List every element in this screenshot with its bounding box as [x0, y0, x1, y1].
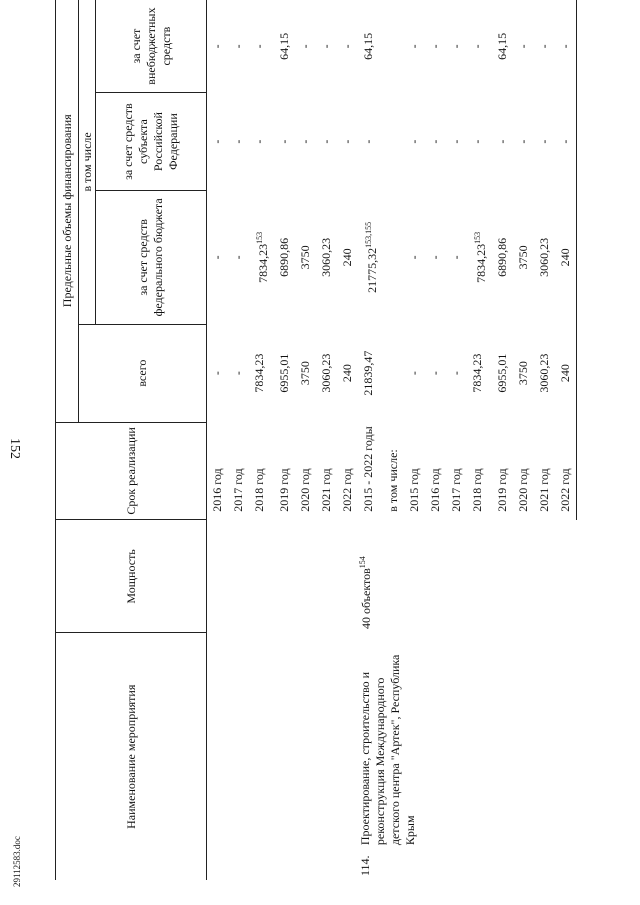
empty-cell — [337, 633, 358, 849]
regional-cell — [425, 93, 446, 191]
empty-cell — [207, 849, 229, 880]
term-cell-value: 2017 год — [449, 468, 463, 512]
federal-cell — [228, 190, 249, 324]
federal-cell-value: - — [407, 255, 421, 260]
federal-cell — [446, 190, 467, 324]
total-cell — [492, 324, 513, 422]
federal-cell — [207, 190, 229, 324]
header-capacity: Мощность — [56, 520, 207, 633]
item-summary-row — [358, 0, 383, 880]
federal-cell-value: 7834,23 — [256, 243, 270, 283]
empty-cell — [207, 520, 229, 633]
federal-cell — [492, 190, 513, 324]
extra-cell — [228, 0, 249, 93]
extra-cell-value: - — [516, 44, 530, 49]
item-name-value: Проектирование, строительство и реконструкция Международного детского центра "Артек", Республика Крым — [358, 654, 417, 846]
empty-cell — [207, 633, 229, 849]
empty-cell — [274, 849, 295, 880]
term-cell — [534, 422, 555, 520]
federal-cell-value: 21775,32 — [365, 247, 379, 293]
total-cell-value: 3060,23 — [537, 353, 551, 393]
empty-cell — [228, 849, 249, 880]
extra-cell — [274, 0, 295, 93]
table-row — [295, 0, 316, 880]
table-row — [274, 0, 295, 880]
including-label — [383, 422, 404, 520]
federal-cell-value: - — [428, 255, 442, 260]
term-cell-value: 2017 год — [231, 468, 245, 512]
extra-cell-value: - — [298, 44, 312, 49]
footnote-ref: 153,155 — [364, 221, 373, 248]
federal-cell — [425, 190, 446, 324]
federal-cell — [358, 190, 383, 324]
federal-cell-value: 240 — [340, 248, 354, 267]
federal-cell-value: 3060,23 — [537, 237, 551, 277]
total-cell — [295, 324, 316, 422]
total-cell — [316, 324, 337, 422]
extra-cell — [555, 0, 577, 93]
term-cell — [425, 422, 446, 520]
term-cell — [555, 422, 577, 520]
extra-cell-value: 64,15 — [495, 32, 509, 60]
total-cell-value: 6955,01 — [277, 353, 291, 393]
total-cell-value: - — [428, 371, 442, 376]
total-cell-value: 3750 — [516, 361, 530, 386]
regional-cell — [337, 93, 358, 191]
term-cell-value: 2022 год — [558, 468, 572, 512]
extra-cell — [425, 0, 446, 93]
federal-cell-value: 6890,86 — [495, 237, 509, 277]
item-number — [358, 849, 577, 880]
regional-cell-value: - — [495, 139, 509, 144]
header-regional: за счет средств субъекта Российской Федерации — [96, 93, 207, 191]
term-cell-value: 2015 год — [407, 468, 421, 512]
total-cell — [274, 324, 295, 422]
header-extra: за счет внебюджетных средств — [96, 0, 207, 93]
regional-cell — [249, 93, 274, 191]
term-cell-value: 2021 год — [537, 468, 551, 512]
term-cell-value: 2019 год — [495, 468, 509, 512]
term-cell — [274, 422, 295, 520]
regional-cell-value: - — [537, 139, 551, 144]
total-cell — [337, 324, 358, 422]
regional-cell-value: - — [558, 139, 572, 144]
regional-cell — [446, 93, 467, 191]
total-cell-value: 7834,23 — [252, 353, 266, 393]
total-cell-value: 6955,01 — [495, 353, 509, 393]
total-cell-value: 7834,23 — [470, 353, 484, 393]
federal-cell-value: 3060,23 — [319, 237, 333, 277]
financing-table — [55, 0, 577, 880]
total-cell — [358, 324, 383, 422]
federal-cell-value: 3750 — [298, 245, 312, 270]
item-capacity — [358, 520, 577, 633]
extra-cell — [207, 0, 229, 93]
header-including: в том числе — [79, 0, 96, 324]
total-cell — [404, 324, 425, 422]
empty-cell — [228, 633, 249, 849]
term-cell-value: 2016 год — [428, 468, 442, 512]
empty-cell — [249, 849, 274, 880]
total-cell-value: 3750 — [298, 361, 312, 386]
extra-cell-value: - — [470, 44, 484, 49]
footnote-ref: 154 — [358, 556, 367, 569]
empty-cell — [383, 190, 404, 324]
federal-cell — [555, 190, 577, 324]
term-cell — [295, 422, 316, 520]
empty-cell — [316, 520, 337, 633]
empty-cell — [383, 0, 404, 93]
rotated-table-sheet — [55, 0, 640, 880]
extra-cell — [446, 0, 467, 93]
regional-cell-value: - — [428, 139, 442, 144]
header-term: Срок реализации — [56, 422, 207, 520]
table-row — [337, 0, 358, 880]
empty-cell — [383, 324, 404, 422]
term-cell — [446, 422, 467, 520]
item-rows — [358, 0, 577, 880]
term-cell-value: 2020 год — [516, 468, 530, 512]
term-cell — [228, 422, 249, 520]
federal-cell-value: - — [231, 255, 245, 260]
term-cell-value: 2018 год — [470, 468, 484, 512]
federal-cell — [337, 190, 358, 324]
regional-cell — [228, 93, 249, 191]
term-cell — [358, 422, 383, 520]
regional-cell-value: - — [298, 139, 312, 144]
extra-cell — [295, 0, 316, 93]
regional-cell — [295, 93, 316, 191]
total-cell — [425, 324, 446, 422]
term-cell-value: 2016 год — [210, 468, 224, 512]
total-cell — [513, 324, 534, 422]
regional-cell-value: - — [407, 139, 421, 144]
regional-cell — [207, 93, 229, 191]
total-cell-value: - — [449, 371, 463, 376]
federal-cell-value: 6890,86 — [277, 237, 291, 277]
total-cell-value: 21839,47 — [361, 350, 375, 396]
federal-cell — [404, 190, 425, 324]
federal-cell — [467, 190, 492, 324]
regional-cell — [404, 93, 425, 191]
regional-cell — [358, 93, 383, 191]
extra-cell — [513, 0, 534, 93]
footnote-ref: 153 — [255, 231, 264, 244]
header-name: Наименование мероприятия — [56, 633, 207, 880]
extra-cell-value: - — [252, 44, 266, 49]
term-cell — [513, 422, 534, 520]
total-cell-value: 240 — [558, 364, 572, 383]
federal-cell-value: 240 — [558, 248, 572, 267]
regional-cell — [513, 93, 534, 191]
empty-cell — [316, 633, 337, 849]
empty-cell — [316, 849, 337, 880]
term-cell — [316, 422, 337, 520]
extra-cell — [316, 0, 337, 93]
total-cell-value: 3060,23 — [319, 353, 333, 393]
total-cell-value: 240 — [340, 364, 354, 383]
term-cell-value: 2022 год — [340, 468, 354, 512]
empty-cell — [228, 520, 249, 633]
regional-cell-value: - — [252, 139, 266, 144]
regional-cell — [316, 93, 337, 191]
page-number: 152 — [7, 438, 22, 459]
empty-cell — [249, 520, 274, 633]
total-cell — [555, 324, 577, 422]
regional-cell — [492, 93, 513, 191]
federal-cell-value: - — [449, 255, 463, 260]
header-limit-group: Предельные объемы финансирования — [56, 0, 79, 422]
regional-cell-value: - — [449, 139, 463, 144]
federal-cell — [249, 190, 274, 324]
regional-cell — [555, 93, 577, 191]
extra-cell-value: - — [558, 44, 572, 49]
extra-cell-value: - — [231, 44, 245, 49]
extra-cell — [358, 0, 383, 93]
including-label-value: в том числе: — [386, 449, 400, 512]
total-cell-value: - — [210, 371, 224, 376]
regional-cell-value: - — [340, 139, 354, 144]
regional-cell-value: - — [210, 139, 224, 144]
extra-cell-value: - — [319, 44, 333, 49]
regional-cell-value: - — [277, 139, 291, 144]
empty-cell — [249, 633, 274, 849]
total-cell-value: - — [407, 371, 421, 376]
term-cell-value: 2020 год — [298, 468, 312, 512]
federal-cell — [513, 190, 534, 324]
total-cell — [249, 324, 274, 422]
extra-cell-value: - — [449, 44, 463, 49]
extra-cell — [249, 0, 274, 93]
term-cell — [207, 422, 229, 520]
term-cell-value: 2018 год — [252, 468, 266, 512]
regional-cell-value: - — [319, 139, 333, 144]
header-federal: за счет средств федерального бюджета — [96, 190, 207, 324]
empty-cell — [383, 93, 404, 191]
regional-cell-value: - — [516, 139, 530, 144]
term-cell-value: 2019 год — [277, 468, 291, 512]
regional-cell-value: - — [361, 139, 375, 144]
empty-cell — [295, 520, 316, 633]
footnote-ref: 153 — [473, 231, 482, 244]
term-cell — [492, 422, 513, 520]
table-row — [207, 0, 229, 880]
term-cell-value: 2015 - 2022 годы — [361, 426, 375, 512]
doc-footer: 29112583.doc — [12, 836, 22, 887]
federal-cell — [316, 190, 337, 324]
extra-cell — [404, 0, 425, 93]
empty-cell — [337, 520, 358, 633]
total-cell — [446, 324, 467, 422]
federal-cell — [295, 190, 316, 324]
regional-cell — [467, 93, 492, 191]
extra-cell — [337, 0, 358, 93]
term-cell — [337, 422, 358, 520]
extra-cell-value: 64,15 — [277, 32, 291, 60]
federal-cell-value: 7834,23 — [474, 243, 488, 283]
table-row — [316, 0, 337, 880]
extra-cell — [492, 0, 513, 93]
extra-cell — [534, 0, 555, 93]
total-cell — [467, 324, 492, 422]
empty-cell — [274, 520, 295, 633]
federal-cell — [534, 190, 555, 324]
extra-cell-value: - — [210, 44, 224, 49]
term-cell — [249, 422, 274, 520]
extra-cell-value: 64,15 — [361, 32, 375, 60]
extra-cell-value: - — [340, 44, 354, 49]
regional-cell — [534, 93, 555, 191]
total-cell — [207, 324, 229, 422]
extra-cell-value: - — [537, 44, 551, 49]
table-row — [228, 0, 249, 880]
total-cell — [534, 324, 555, 422]
federal-cell-value: 3750 — [516, 245, 530, 270]
empty-cell — [274, 633, 295, 849]
regional-cell-value: - — [231, 139, 245, 144]
federal-cell — [274, 190, 295, 324]
regional-cell-value: - — [470, 139, 484, 144]
item-number-value: 114. — [358, 855, 372, 876]
item-capacity-value: 40 объектов — [359, 568, 373, 629]
header-total: всего — [79, 324, 207, 422]
extra-cell-value: - — [428, 44, 442, 49]
prior-rows — [207, 0, 359, 880]
empty-cell — [295, 849, 316, 880]
total-cell — [228, 324, 249, 422]
term-cell — [404, 422, 425, 520]
total-cell-value: - — [231, 371, 245, 376]
empty-cell — [337, 849, 358, 880]
item-name — [358, 633, 577, 849]
empty-cell — [295, 633, 316, 849]
regional-cell — [274, 93, 295, 191]
federal-cell-value: - — [210, 255, 224, 260]
extra-cell — [467, 0, 492, 93]
table-row — [249, 0, 274, 880]
term-cell — [467, 422, 492, 520]
extra-cell-value: - — [407, 44, 421, 49]
term-cell-value: 2021 год — [319, 468, 333, 512]
